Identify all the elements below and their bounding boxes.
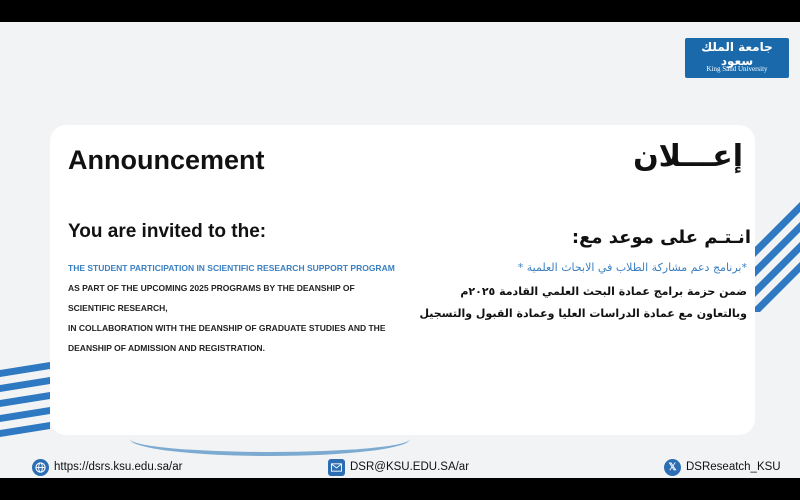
description-line-en: SCIENTIFIC RESEARCH,: [68, 303, 168, 313]
announcement-title-ar: إعـــلان: [633, 139, 743, 174]
x-handle-link[interactable]: DSReseatch_KSU: [686, 461, 781, 473]
logo-arabic-text: جامعة الملك سعود: [701, 40, 773, 68]
slide-page: [0, 22, 800, 478]
invited-heading-en: You are invited to the:: [68, 221, 267, 242]
email-link[interactable]: DSR@KSU.EDU.SA/ar: [350, 461, 470, 473]
description-line-en: IN COLLABORATION WITH THE DEANSHIP OF GRADUATE STUDIES AND THE: [68, 323, 386, 333]
announcement-title-en: Announcement: [68, 145, 265, 175]
website-link[interactable]: https://dsrs.ksu.edu.sa/ar: [54, 461, 183, 473]
logo-english-text: King Saud University: [706, 65, 768, 73]
announcement-card: [50, 125, 755, 435]
program-name-ar: *برنامج دعم مشاركة الطلاب في الابحاث العلمية *: [517, 261, 747, 274]
description-line-ar: وبالتعاون مع عمادة الدراسات العليا وعمادة القبول والتسجيل: [419, 307, 747, 320]
description-line-ar: ضمن حزمة برامج عمادة البحث العلمي القادمة ٢٠٢٥م: [460, 285, 747, 298]
description-line-en: AS PART OF THE UPCOMING 2025 PROGRAMS BY THE DEANSHIP OF: [68, 283, 355, 293]
invited-heading-ar: انـتـم على موعد مع:: [571, 227, 751, 248]
x-logo-icon: 𝕏: [664, 459, 681, 476]
footer-email[interactable]: [328, 458, 469, 476]
globe-icon: [32, 459, 49, 476]
mail-icon: [328, 459, 345, 476]
footer-website[interactable]: [32, 458, 182, 476]
program-name-en: THE STUDENT PARTICIPATION IN SCIENTIFIC RESEARCH SUPPORT PROGRAM: [68, 263, 395, 273]
ksu-logo: [685, 38, 789, 78]
description-line-en: DEANSHIP OF ADMISSION AND REGISTRATION.: [68, 343, 265, 353]
footer-x[interactable]: [664, 458, 781, 476]
